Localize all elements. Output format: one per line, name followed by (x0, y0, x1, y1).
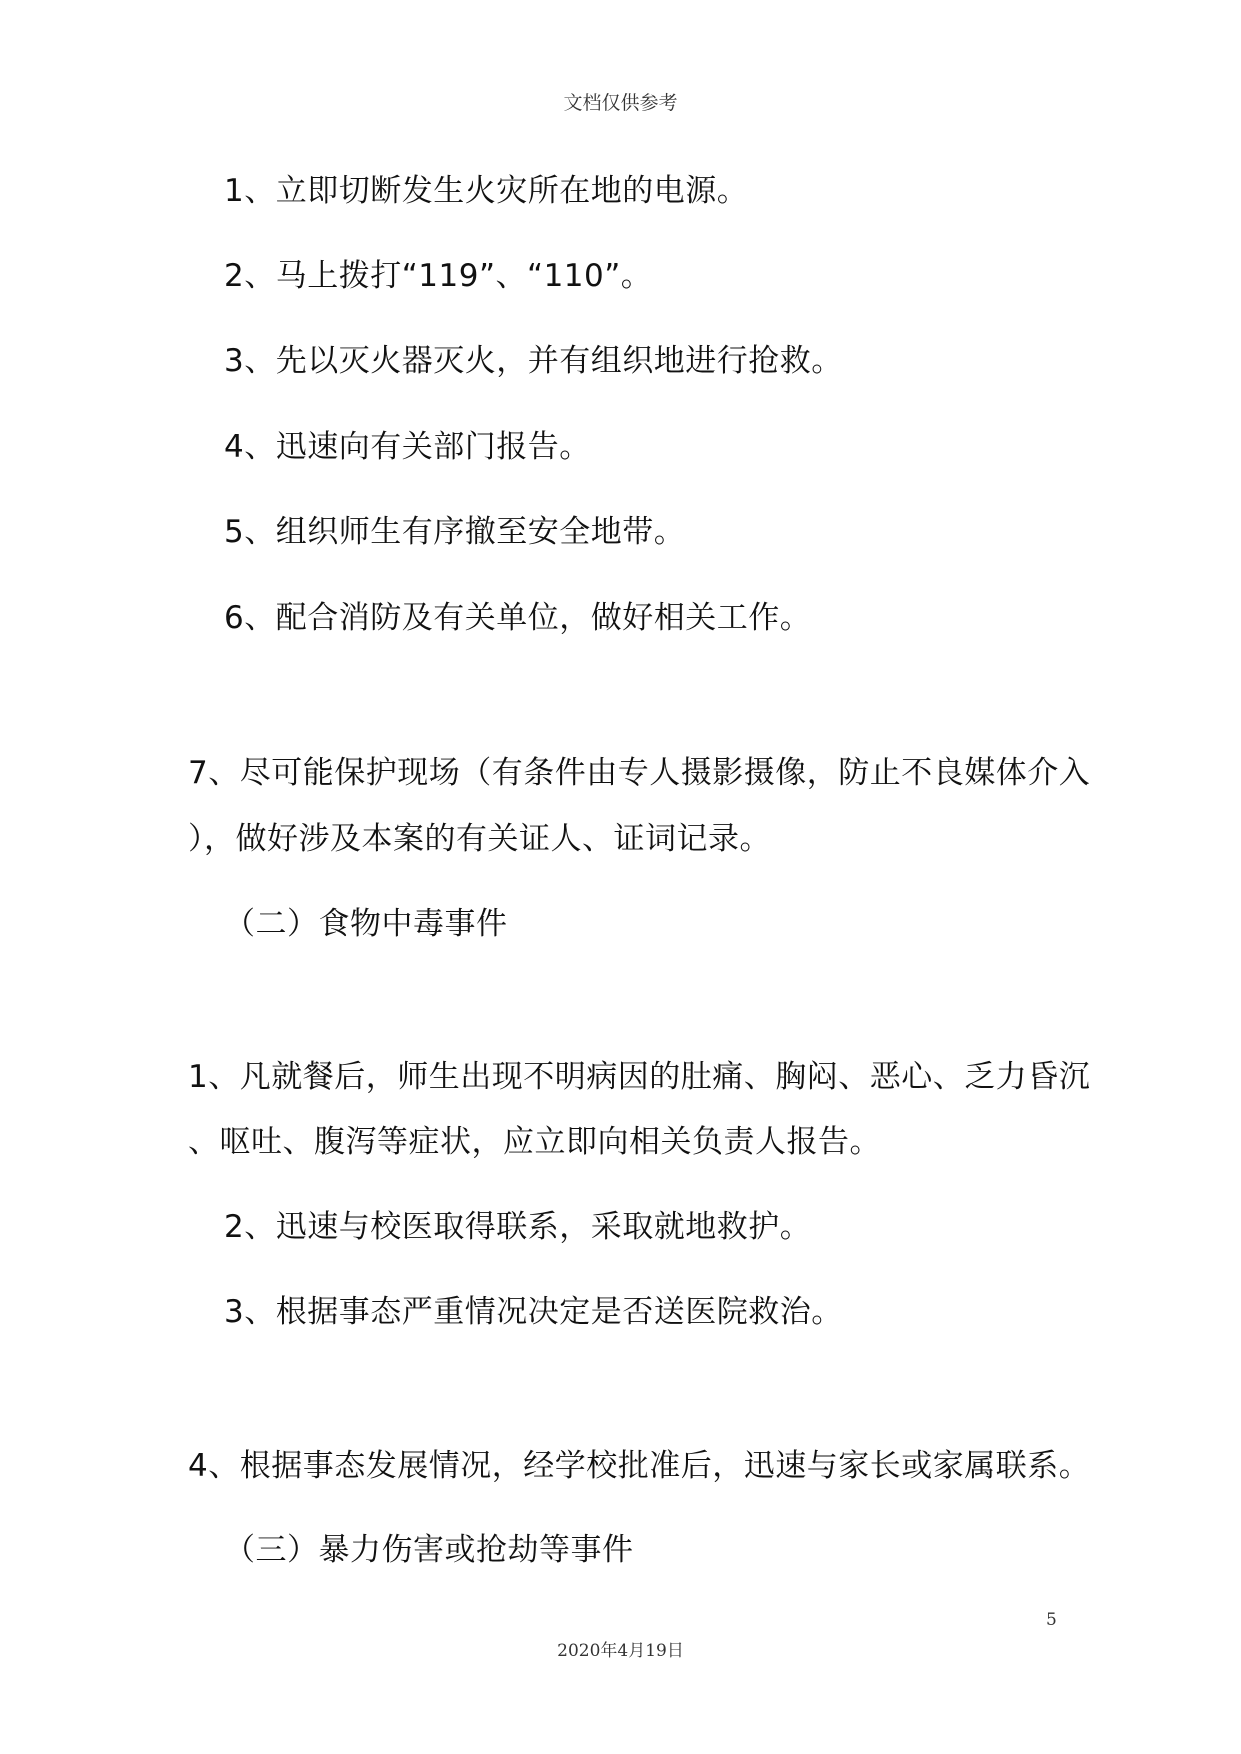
text-line: 2、马上拨打“119”、“110”。 (224, 258, 653, 294)
text-line: 3、先以灭火器灭火，并有组织地进行抢救。 (224, 343, 843, 379)
section-heading: （三）暴力伤害或抢劫等事件 (224, 1532, 634, 1568)
page-number: 5 (1046, 1610, 1057, 1630)
text-line: 4、根据事态发展情况，经学校批准后，迅速与家长或家属联系。 (188, 1448, 1091, 1484)
footer-date: 2020年4月19日 (557, 1641, 684, 1661)
page-header: 文档仅供参考 (563, 92, 678, 114)
section-heading: （二）食物中毒事件 (224, 906, 508, 942)
text-line: 3、根据事态严重情况决定是否送医院救治。 (224, 1294, 843, 1330)
text-line: 5、组织师生有序撤至安全地带。 (224, 514, 686, 550)
text-line: ），做好涉及本案的有关证人、证词记录。 (188, 821, 771, 857)
text-line: 2、迅速与校医取得联系，采取就地救护。 (224, 1209, 812, 1245)
text-line: 、呕吐、腹泻等症状，应立即向相关负责人报告。 (188, 1124, 881, 1160)
text-line: 4、迅速向有关部门报告。 (224, 429, 591, 465)
text-line: 6、配合消防及有关单位，做好相关工作。 (224, 600, 812, 636)
text-line: 1、凡就餐后，师生出现不明病因的肚痛、胸闷、恶心、乏力昏沉 (188, 1059, 1091, 1095)
text-line: 7、尽可能保护现场（有条件由专人摄影摄像，防止不良媒体介入 (188, 755, 1091, 791)
text-line: 1、立即切断发生火灾所在地的电源。 (224, 173, 749, 209)
